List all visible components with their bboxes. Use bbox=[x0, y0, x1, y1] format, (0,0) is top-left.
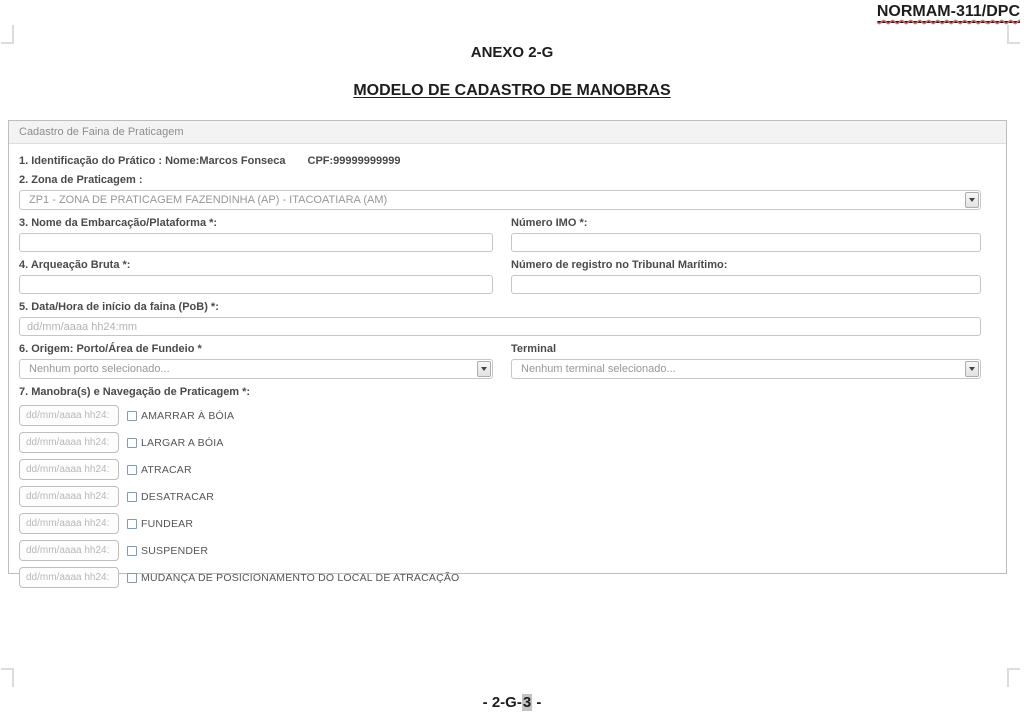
doc-ref-normam: NORMAM-311/ bbox=[876, 3, 987, 20]
manobra-row-mudanca-posicionamento bbox=[19, 567, 981, 588]
registro-tribunal-label: Número de registro no Tribunal Marítimo: bbox=[511, 259, 728, 271]
terminal-selected-value: Nenhum terminal selecionado... bbox=[521, 363, 676, 375]
document-reference bbox=[877, 3, 1020, 23]
nome-embarcacao-label: 3. Nome da Embarcação/Plataforma *: bbox=[19, 217, 218, 229]
footer-page-number bbox=[0, 694, 1024, 711]
origem-porto-label: 6. Origem: Porto/Área de Fundeio * bbox=[19, 343, 202, 355]
doc-ref-dpc: DPC bbox=[986, 3, 1020, 20]
origem-porto-select[interactable] bbox=[19, 359, 493, 379]
pilot-name-label: 1. Identificação do Prático : Nome:Marcos Fonseca bbox=[19, 155, 286, 167]
panel-title: Cadastro de Faina de Praticagem bbox=[9, 121, 1006, 144]
footer-suffix: - bbox=[532, 694, 542, 711]
checkbox-suspender[interactable] bbox=[127, 546, 137, 556]
data-inicio-input[interactable] bbox=[19, 317, 981, 336]
checkbox-amarrar-boia[interactable] bbox=[127, 411, 137, 421]
checkbox-fundear[interactable] bbox=[127, 519, 137, 529]
page-boundary-corner-top-right bbox=[1007, 25, 1020, 44]
zona-praticagem-select[interactable] bbox=[19, 190, 981, 210]
pilotage-form-panel bbox=[8, 120, 1007, 584]
zona-praticagem-selected-value: ZP1 - ZONA DE PRATICAGEM FAZENDINHA (AP) - ITACOATIARA (AM) bbox=[29, 194, 388, 206]
manobra-row-largar-boia bbox=[19, 432, 981, 453]
zona-praticagem-label: 2. Zona de Praticagem : bbox=[19, 174, 143, 186]
page-boundary-corner-top-left bbox=[1, 25, 14, 44]
checkbox-largar-boia[interactable] bbox=[127, 438, 137, 448]
numero-imo-input[interactable] bbox=[511, 233, 981, 252]
manobra-row-suspender bbox=[19, 540, 981, 561]
origem-porto-selected-value: Nenhum porto selecionado... bbox=[29, 363, 170, 375]
manobra-datetime-input[interactable] bbox=[19, 513, 119, 534]
nome-embarcacao-input[interactable] bbox=[19, 233, 493, 252]
page-boundary-corner-bottom-left bbox=[1, 668, 14, 687]
checkbox-desatracar[interactable] bbox=[127, 492, 137, 502]
registro-tribunal-input[interactable] bbox=[511, 275, 981, 294]
checkbox-atracar[interactable] bbox=[127, 465, 137, 475]
page-boundary-corner-bottom-right bbox=[1007, 668, 1020, 687]
manobra-option-label: FUNDEAR bbox=[141, 517, 194, 530]
footer-prefix: - 2-G- bbox=[482, 694, 522, 711]
pilot-identification-line bbox=[19, 155, 981, 167]
manobra-row-atracar bbox=[19, 459, 981, 480]
manobra-datetime-input[interactable] bbox=[19, 432, 119, 453]
pilot-cpf-value: CPF:99999999999 bbox=[307, 155, 401, 167]
manobra-row-amarrar-boia bbox=[19, 405, 981, 426]
manobra-datetime-input[interactable] bbox=[19, 540, 119, 561]
annex-heading: ANEXO 2-G bbox=[470, 44, 554, 61]
manobra-option-label: ATRACAR bbox=[141, 463, 192, 476]
manobra-option-label: DESATRACAR bbox=[141, 490, 214, 503]
manobra-datetime-input[interactable] bbox=[19, 567, 119, 588]
panel-body bbox=[9, 144, 1006, 598]
chevron-down-icon[interactable] bbox=[965, 361, 979, 377]
footer-page-field: 3 bbox=[522, 694, 532, 711]
arqueacao-bruta-label: 4. Arqueação Bruta *: bbox=[19, 259, 131, 271]
manobra-datetime-input[interactable] bbox=[19, 459, 119, 480]
manobra-option-label: AMARRAR À BÓIA bbox=[141, 409, 235, 422]
data-inicio-label: 5. Data/Hora de início da faina (PoB) *: bbox=[19, 301, 219, 313]
checkbox-mudanca-posicionamento[interactable] bbox=[127, 573, 137, 583]
manobras-label: 7. Manobra(s) e Navegação de Praticagem *: bbox=[19, 386, 251, 398]
manobra-row-fundear bbox=[19, 513, 981, 534]
numero-imo-label: Número IMO *: bbox=[511, 217, 588, 229]
chevron-down-icon[interactable] bbox=[477, 361, 491, 377]
manobra-row-desatracar bbox=[19, 486, 981, 507]
manobra-option-label: MUDANÇA DE POSICIONAMENTO DO LOCAL DE ATRACAÇÃO bbox=[141, 571, 460, 584]
page-title bbox=[0, 82, 1024, 100]
manobra-datetime-input[interactable] bbox=[19, 405, 119, 426]
chevron-down-icon[interactable] bbox=[965, 192, 979, 208]
terminal-label: Terminal bbox=[511, 343, 557, 355]
terminal-select[interactable] bbox=[511, 359, 981, 379]
manobra-datetime-input[interactable] bbox=[19, 486, 119, 507]
arqueacao-bruta-input[interactable] bbox=[19, 275, 493, 294]
manobra-option-label: LARGAR A BÓIA bbox=[141, 436, 224, 449]
manobra-option-label: SUSPENDER bbox=[141, 544, 209, 557]
page-title-text: MODELO DE CADASTRO DE MANOBRAS bbox=[353, 82, 671, 99]
